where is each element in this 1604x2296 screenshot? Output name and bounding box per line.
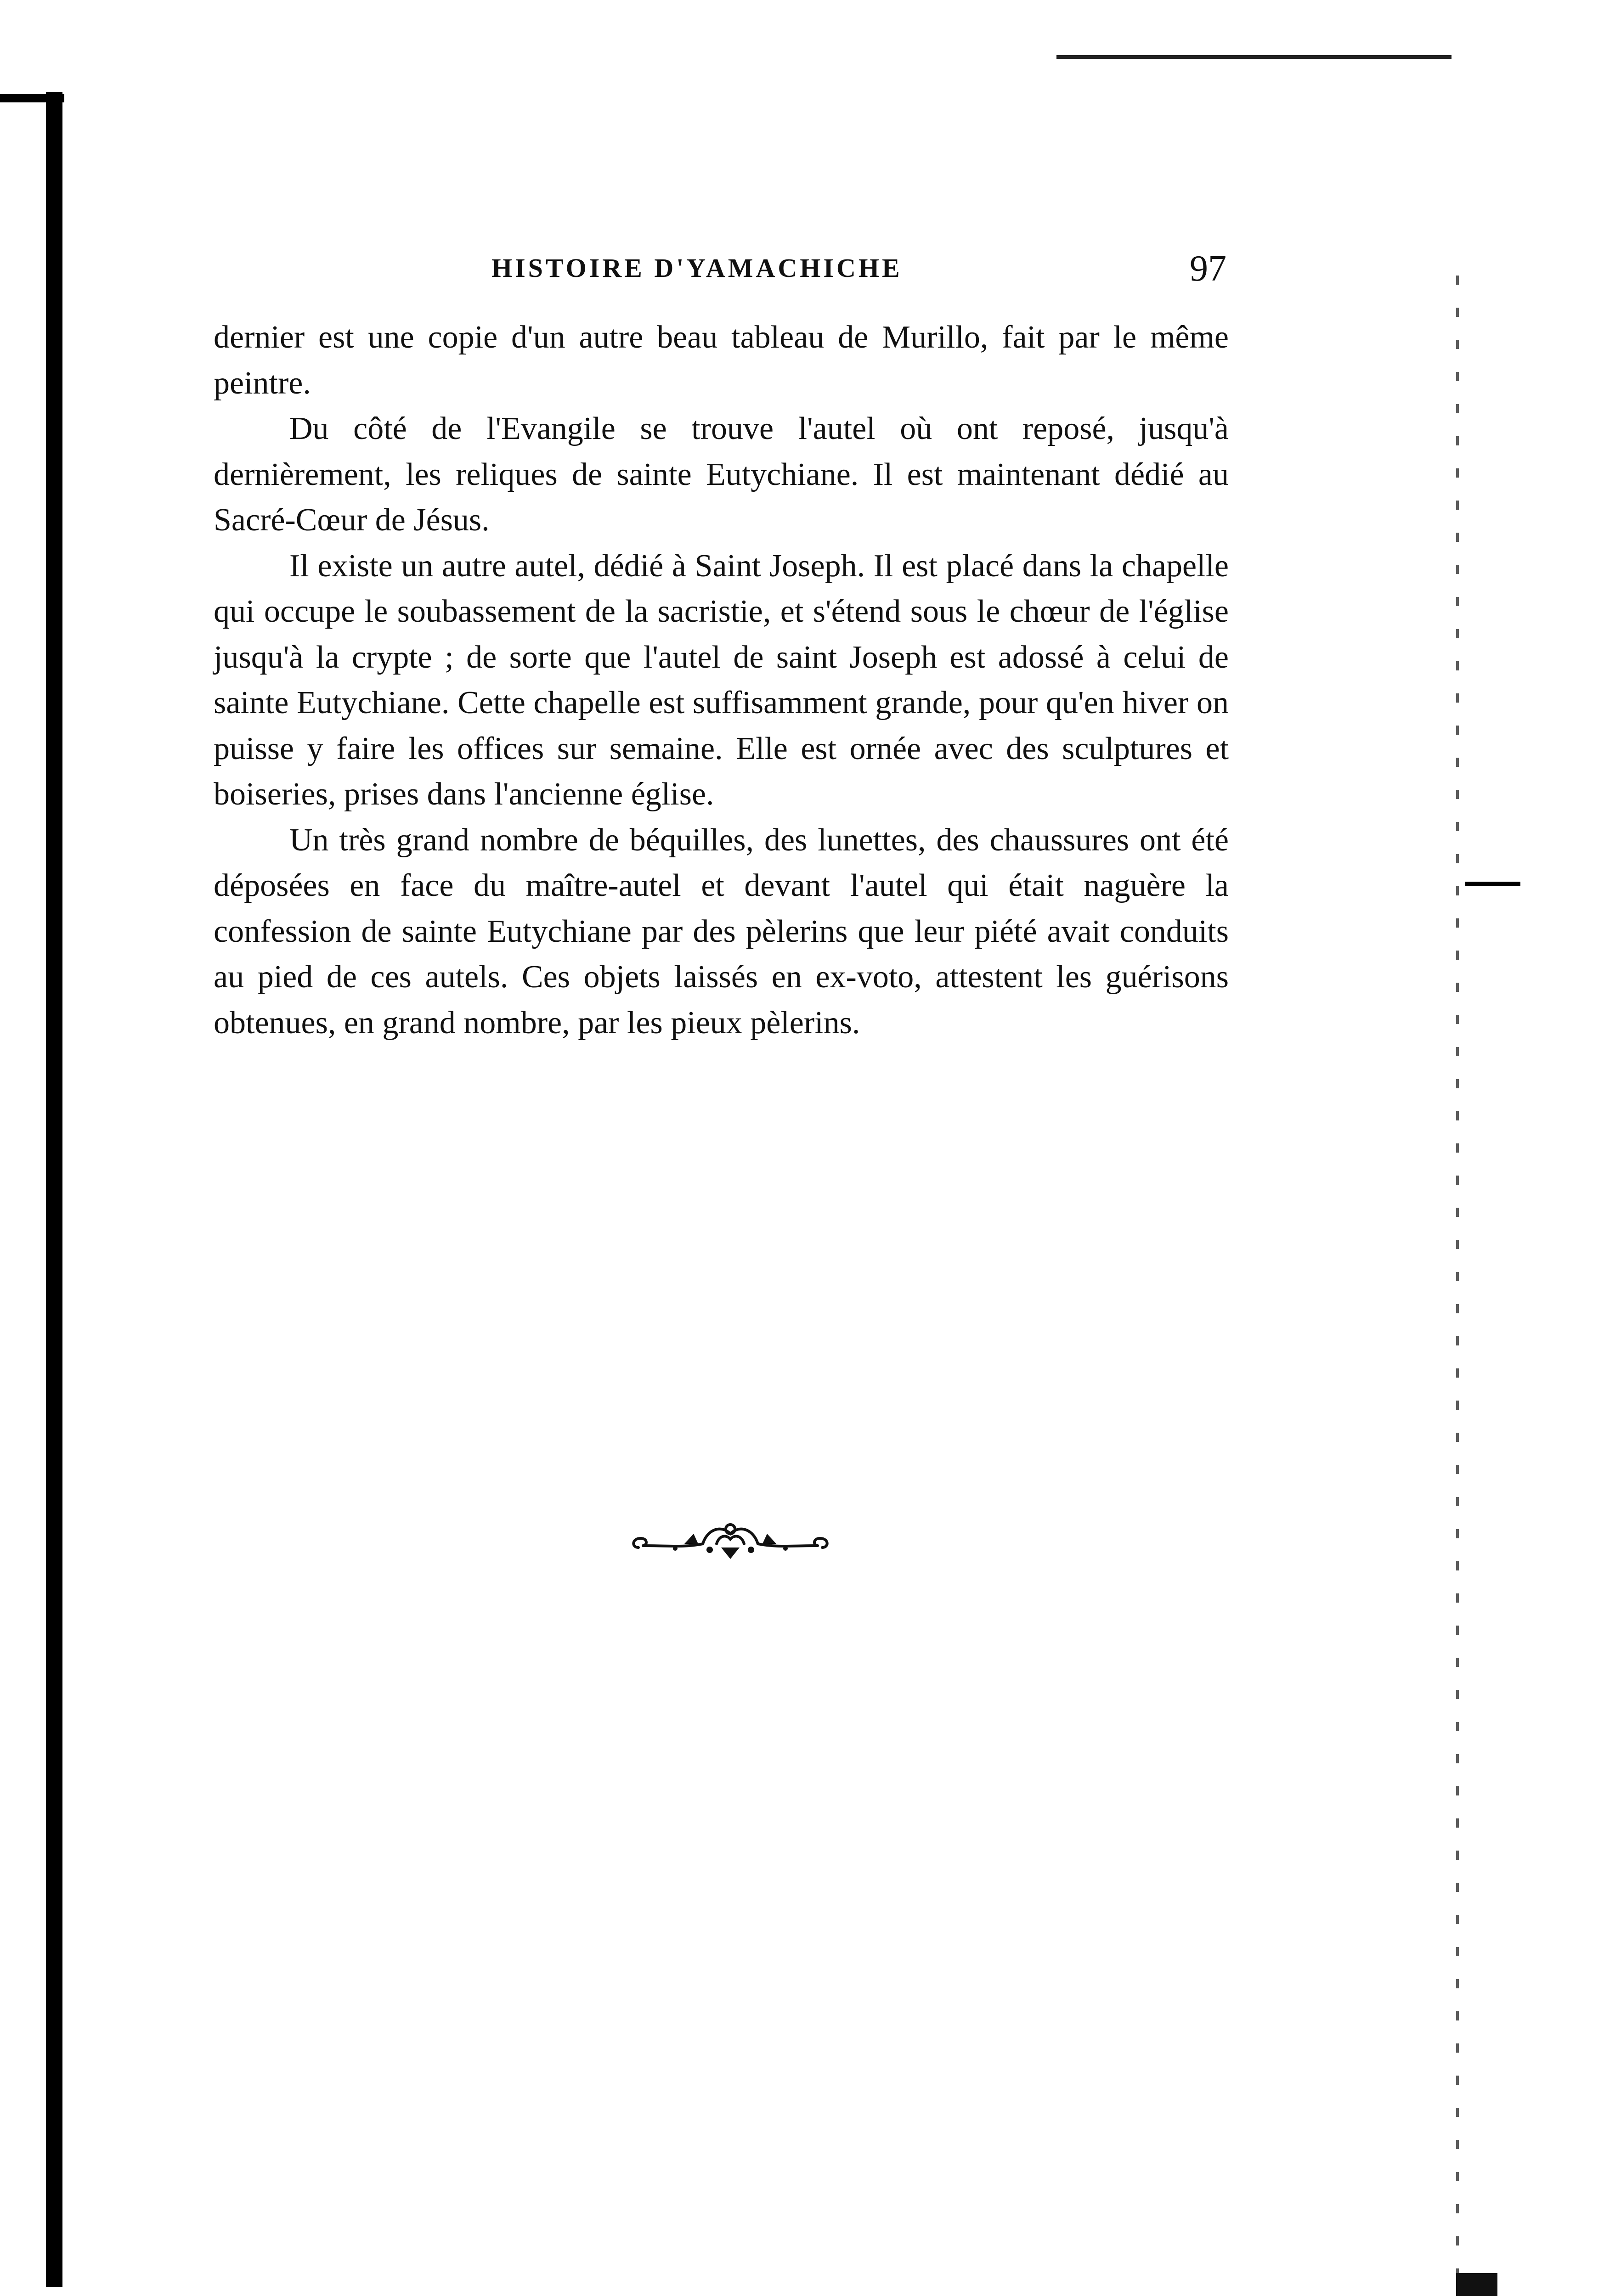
- scan-binding-shadow: [46, 92, 62, 2287]
- scan-top-rule-artifact: [1056, 55, 1452, 59]
- paragraph-2: Du côté de l'Evangile se trouve l'autel où ont reposé, jusqu'à dernièrement, les reliques de sainte Eutychiane. Il est maintenant dédié au Sacré-Cœur de Jésus.: [214, 411, 1229, 538]
- body-text: [214, 315, 1229, 1046]
- scan-top-edge-mark: [0, 94, 64, 102]
- scan-right-edge-artifact: [1456, 276, 1459, 2296]
- paragraph-3: Il existe un autre autel, dédié à Saint Joseph. Il est placé dans la chapelle qui occupe le soubassement de la sacristie, et s'étend sous le chœur de l'église jusqu'à la crypte ; de sorte que l'autel de saint Joseph est adossé à celui de sainte Eutychiane. Cette chapelle est suffisamment grande, pour qu'en hiver on puisse y faire les offices sur semaine. Elle est ornée avec des sculptures et boiseries, prises dans l'ancienne église.: [214, 548, 1229, 812]
- running-title: HISTOIRE D'YAMACHICHE: [491, 253, 903, 283]
- paragraph-1: dernier est une copie d'un autre beau tableau de Murillo, fait par le même peintre.: [214, 320, 1229, 401]
- floral-tailpiece-icon: [629, 1515, 831, 1566]
- running-head: [216, 248, 1226, 294]
- page-number: 97: [1190, 248, 1226, 289]
- paragraph-4: Un très grand nombre de béquilles, des lunettes, des chaussures ont été déposées en face du maître-autel et devant l'autel qui était naguère la confession de sainte Eutychiane par des pèlerins que leur piété avait conduits au pied de ces autels. Ces objets laissés en ex-voto, attestent les guérisons obtenues, en grand nombre, par les pieux pèlerins.: [214, 822, 1229, 1041]
- scan-right-dash-artifact: [1465, 882, 1520, 886]
- scan-corner-smudge: [1456, 2273, 1497, 2296]
